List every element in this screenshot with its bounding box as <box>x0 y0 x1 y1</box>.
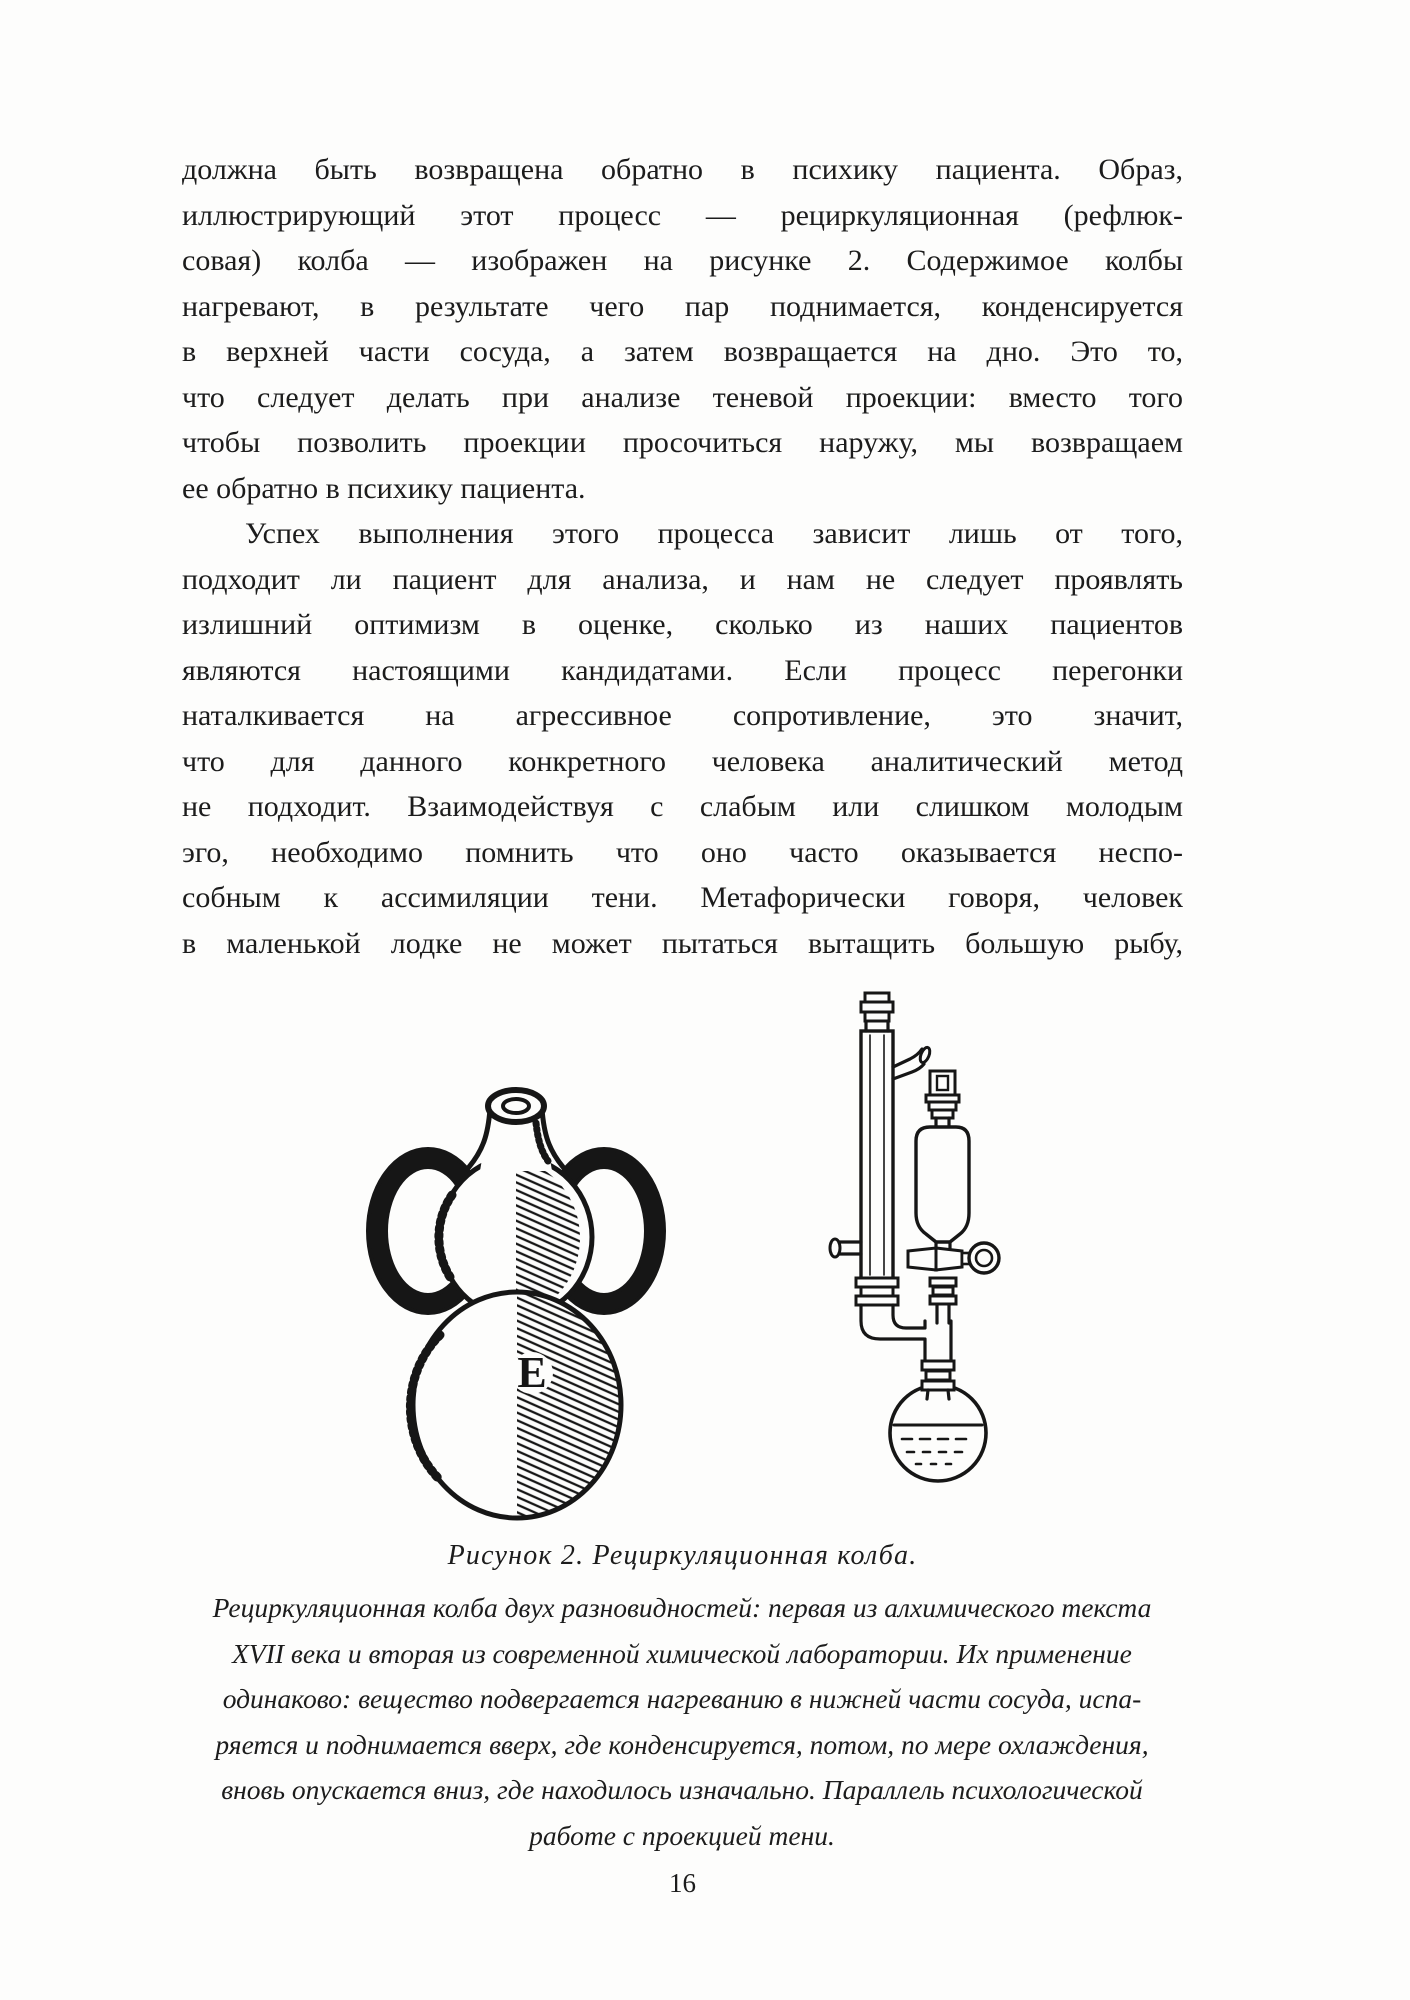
body-line: наталкивается на агрессивное сопротивление, это значит, <box>182 699 1183 732</box>
caption-line: ряется и поднимается вверх, где конденсируется, потом, по мере охлаждения, <box>215 1728 1149 1760</box>
caption-line: работе с проекцией тени. <box>529 1819 835 1851</box>
body-line: что для данного конкретного человека аналитический метод <box>182 744 1183 778</box>
body-text <box>182 147 1183 966</box>
body-line: должна быть возвращена обратно в психику пациента. Образ, <box>182 153 1183 186</box>
body-line: совая) колба — изображен на рисунке 2. Содержимое колбы <box>182 244 1183 277</box>
page-number: 16 <box>669 1868 696 1898</box>
body-line: ее обратно в психику пациента. <box>182 471 586 505</box>
body-line: Успех выполнения этого процесса зависит лишь от того, <box>245 517 1183 550</box>
body-line: что следует делать при анализе теневой проекции: вместо того <box>182 380 1183 414</box>
vessel-letter-label: E <box>517 1348 547 1397</box>
body-line: собным к ассимиляции тени. Метафорически говоря, человек <box>182 881 1183 914</box>
alchemical-vessel-illustration <box>368 1090 664 1518</box>
body-line: являются настоящими кандидатами. Если процесс перегонки <box>182 653 1183 687</box>
figure-caption <box>152 1585 1212 1858</box>
body-line: чтобы позволить проекции просочиться наружу, мы возвращаем <box>182 426 1183 459</box>
caption-line: одинаково: вещество подвергается нагреванию в нижней части сосуда, испа- <box>222 1683 1142 1714</box>
body-line: нагревают, в результате чего пар поднимается, конденсируется <box>182 289 1183 323</box>
figure-caption-title: Рисунок 2. Рециркуляционная колба. <box>447 1540 918 1571</box>
caption-line: Рециркуляционная колба двух разновидностей: первая из алхимического текста <box>212 1592 1152 1623</box>
body-line: подходит ли пациент для анализа, и нам не следует проявлять <box>182 562 1183 596</box>
body-line: в маленькой лодке не может пытаться вытащить большую рыбу, <box>182 926 1183 960</box>
body-line: не подходит. Взаимодействуя с слабым или слишком молодым <box>182 790 1183 823</box>
lab-apparatus-illustration <box>830 993 999 1481</box>
caption-line: вновь опускается вниз, где находилось изначально. Параллель психологической <box>221 1774 1143 1805</box>
body-line: эго, необходимо помнить что оно часто оказывается неспо- <box>182 835 1183 869</box>
caption-line: XVII века и вторая из современной химической лаборатории. Их применение <box>232 1637 1132 1669</box>
figure-2-illustration <box>300 975 1100 1535</box>
body-line: в верхней части сосуда, а затем возвращается на дно. Это то, <box>182 335 1183 368</box>
body-line: иллюстрирующий этот процесс — рециркуляционная (рефлюк- <box>182 198 1183 232</box>
body-line: излишний оптимизм в оценке, сколько из наших пациентов <box>182 608 1183 641</box>
